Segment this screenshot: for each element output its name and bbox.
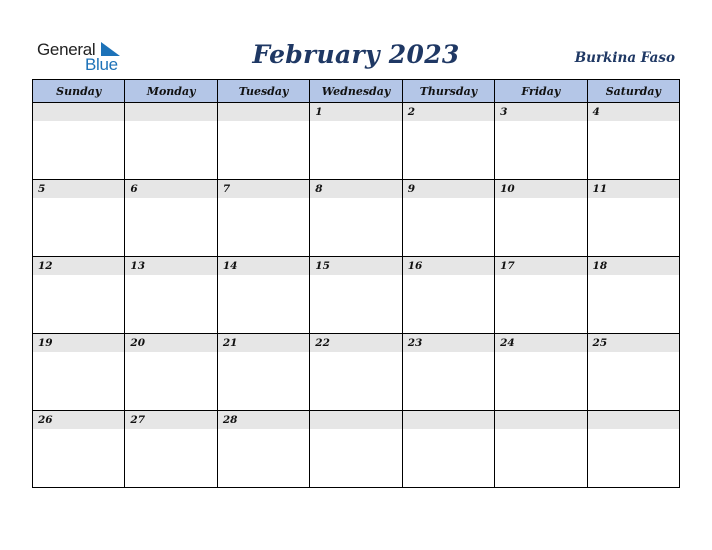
day-cell bbox=[217, 411, 309, 488]
week-row bbox=[33, 334, 680, 411]
week-row bbox=[33, 180, 680, 257]
weekday-friday: Friday bbox=[495, 80, 587, 103]
day-cell bbox=[310, 411, 402, 488]
day-number bbox=[403, 411, 494, 429]
day-number: 2 bbox=[403, 103, 494, 121]
week-row bbox=[33, 103, 680, 180]
brand-word-general: General bbox=[37, 40, 96, 59]
day-number: 22 bbox=[310, 334, 401, 352]
day-cell bbox=[217, 103, 309, 180]
day-number: 21 bbox=[218, 334, 309, 352]
day-number: 15 bbox=[310, 257, 401, 275]
day-number: 25 bbox=[588, 334, 679, 352]
day-number: 23 bbox=[403, 334, 494, 352]
day-number: 19 bbox=[33, 334, 124, 352]
day-number bbox=[310, 411, 401, 429]
weekday-saturday: Saturday bbox=[587, 80, 679, 103]
weekday-monday: Monday bbox=[125, 80, 217, 103]
day-number: 16 bbox=[403, 257, 494, 275]
weekday-sunday: Sunday bbox=[33, 80, 125, 103]
day-number: 28 bbox=[218, 411, 309, 429]
day-number: 18 bbox=[588, 257, 679, 275]
day-number: 6 bbox=[125, 180, 216, 198]
day-number: 20 bbox=[125, 334, 216, 352]
day-cell bbox=[495, 334, 587, 411]
day-cell bbox=[33, 180, 125, 257]
day-number: 8 bbox=[310, 180, 401, 198]
day-number: 13 bbox=[125, 257, 216, 275]
day-cell bbox=[33, 411, 125, 488]
day-number: 5 bbox=[33, 180, 124, 198]
weekday-wednesday: Wednesday bbox=[310, 80, 402, 103]
day-cell bbox=[217, 334, 309, 411]
day-number: 3 bbox=[495, 103, 586, 121]
day-cell bbox=[402, 103, 494, 180]
day-cell bbox=[125, 411, 217, 488]
day-cell bbox=[495, 103, 587, 180]
day-number bbox=[588, 411, 679, 429]
day-cell bbox=[495, 411, 587, 488]
day-number: 27 bbox=[125, 411, 216, 429]
day-cell bbox=[217, 257, 309, 334]
day-cell bbox=[125, 103, 217, 180]
day-cell bbox=[125, 334, 217, 411]
day-number: 7 bbox=[218, 180, 309, 198]
day-cell bbox=[310, 334, 402, 411]
day-cell bbox=[310, 103, 402, 180]
country-label: Burkina Faso bbox=[574, 50, 675, 66]
day-number: 14 bbox=[218, 257, 309, 275]
brand-word-blue: Blue bbox=[85, 55, 118, 74]
weekday-thursday: Thursday bbox=[402, 80, 494, 103]
day-number: 4 bbox=[588, 103, 679, 121]
day-number: 9 bbox=[403, 180, 494, 198]
day-cell bbox=[402, 411, 494, 488]
day-number: 10 bbox=[495, 180, 586, 198]
day-cell bbox=[402, 257, 494, 334]
week-row bbox=[33, 411, 680, 488]
day-number bbox=[125, 103, 216, 121]
day-cell bbox=[217, 180, 309, 257]
day-cell bbox=[125, 180, 217, 257]
day-number: 1 bbox=[310, 103, 401, 121]
day-cell bbox=[402, 180, 494, 257]
day-number bbox=[495, 411, 586, 429]
day-cell bbox=[587, 103, 679, 180]
day-cell bbox=[33, 257, 125, 334]
day-cell bbox=[495, 257, 587, 334]
calendar-grid bbox=[32, 79, 680, 488]
day-number: 26 bbox=[33, 411, 124, 429]
day-cell bbox=[33, 103, 125, 180]
week-row bbox=[33, 257, 680, 334]
day-number: 24 bbox=[495, 334, 586, 352]
day-cell bbox=[587, 334, 679, 411]
day-number: 17 bbox=[495, 257, 586, 275]
day-cell bbox=[402, 334, 494, 411]
day-number: 12 bbox=[33, 257, 124, 275]
weekday-tuesday: Tuesday bbox=[217, 80, 309, 103]
weekday-header-row bbox=[33, 80, 680, 103]
day-cell bbox=[495, 180, 587, 257]
day-cell bbox=[310, 257, 402, 334]
day-number: 11 bbox=[588, 180, 679, 198]
day-cell bbox=[587, 180, 679, 257]
day-number bbox=[33, 103, 124, 121]
calendar-title: February 2023 bbox=[252, 40, 460, 69]
day-cell bbox=[33, 334, 125, 411]
day-number bbox=[218, 103, 309, 121]
day-cell bbox=[310, 180, 402, 257]
day-cell bbox=[125, 257, 217, 334]
day-cell bbox=[587, 411, 679, 488]
day-cell bbox=[587, 257, 679, 334]
